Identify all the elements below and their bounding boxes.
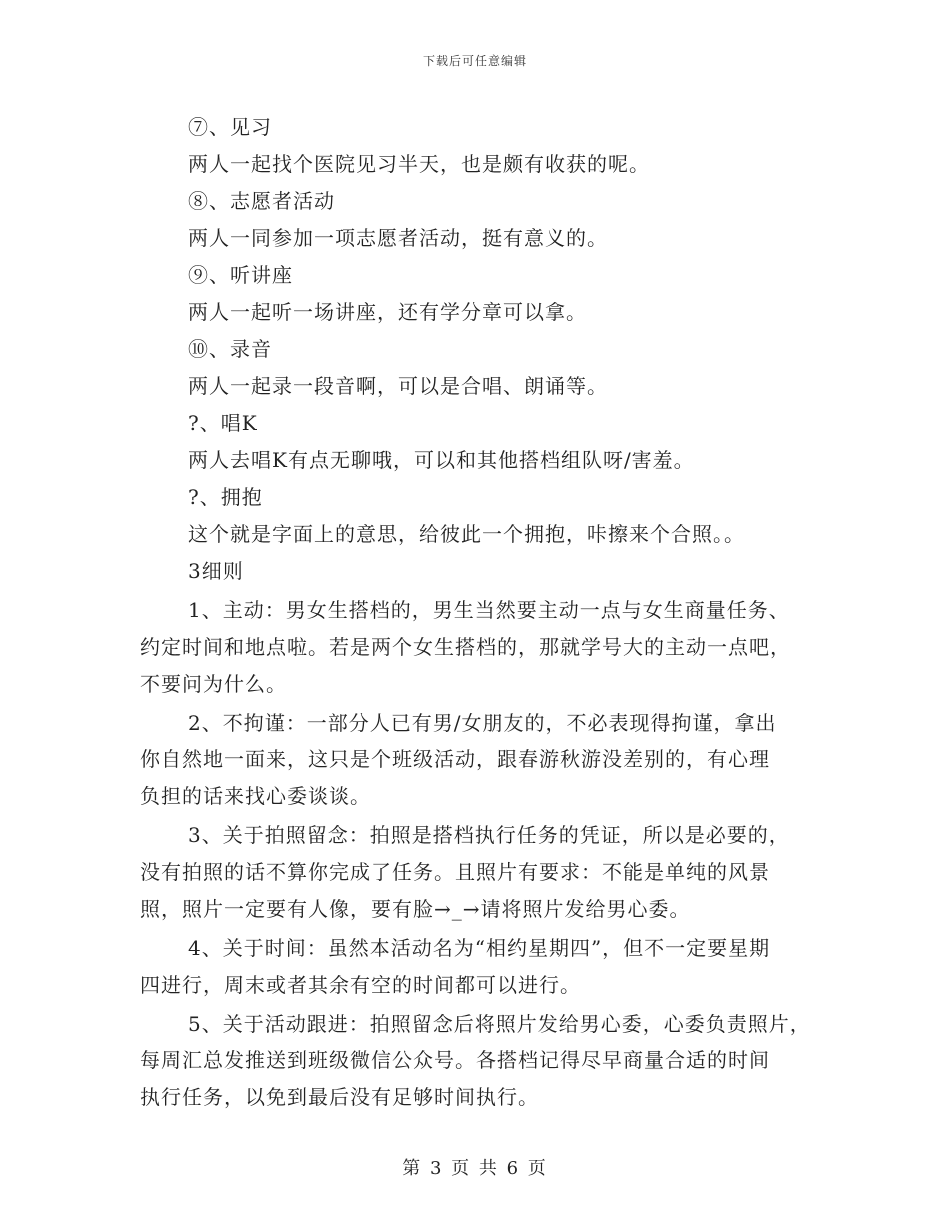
list-item-heading: ⑩、录音 xyxy=(188,337,272,361)
paragraph-line: 每周汇总发推送到班级微信公众号。各搭档记得尽早商量合适的时间 xyxy=(140,1048,770,1072)
paragraph-line: 执行任务，以免到最后没有足够时间执行。 xyxy=(140,1085,539,1109)
paragraph-line: 2、不拘谨：一部分人已有男/女朋友的，不必表现得拘谨，拿出 xyxy=(188,711,777,735)
paragraph-line: 两人一同参加一项志愿者活动，挺有意义的。 xyxy=(188,226,608,250)
paragraph-line: 两人去唱K有点无聊哦，可以和其他搭档组队呀/害羞。 xyxy=(188,448,695,472)
paragraph-line: 约定时间和地点啦。若是两个女生搭档的，那就学号大的主动一点吧， xyxy=(140,635,791,659)
list-item-heading: ?、拥抱 xyxy=(188,485,263,509)
paragraph-line: 两人一起录一段音啊，可以是合唱、朗诵等。 xyxy=(188,374,608,398)
paragraph-line: 不要问为什么。 xyxy=(140,672,287,696)
list-item-heading: ?、唱K xyxy=(188,411,258,435)
paragraph-line: 负担的话来找心委谈谈。 xyxy=(140,784,371,808)
list-item-heading: ⑦、见习 xyxy=(188,115,272,139)
list-item-heading: ⑨、听讲座 xyxy=(188,263,293,287)
paragraph-line: 5、关于活动跟进：拍照留念后将照片发给男心委，心委负责照片， xyxy=(188,1012,811,1036)
page-header-note: 下载后可任意编辑 xyxy=(422,54,527,68)
paragraph-line: 照，照片一定要有人像，要有脸→_→请将照片发给男心委。 xyxy=(140,897,691,921)
page-number: 第 3 页 共 6 页 xyxy=(402,1158,548,1179)
paragraph-line: 1、主动：男女生搭档的，男生当然要主动一点与女生商量任务、 xyxy=(188,598,790,622)
paragraph-line: 4、关于时间：虽然本活动名为“相约星期四”，但不一定要星期 xyxy=(188,936,771,960)
section-heading: 3细则 xyxy=(188,559,244,583)
paragraph-line: 3、关于拍照留念：拍照是搭档执行任务的凭证，所以是必要的， xyxy=(188,823,790,847)
paragraph-line: 两人一起找个医院见习半天，也是颇有收获的呢。 xyxy=(188,152,650,176)
paragraph-line: 两人一起听一场讲座，还有学分章可以拿。 xyxy=(188,300,587,324)
paragraph-line: 你自然地一面来，这只是个班级活动，跟春游秋游没差别的，有心理 xyxy=(140,747,770,771)
paragraph-line: 这个就是字面上的意思，给彼此一个拥抱，咔擦来个合照。。 xyxy=(188,522,745,546)
list-item-heading: ⑧、志愿者活动 xyxy=(188,189,335,213)
paragraph-line: 没有拍照的话不算你完成了任务。且照片有要求：不能是单纯的风景 xyxy=(140,860,770,884)
paragraph-line: 四进行，周末或者其余有空的时间都可以进行。 xyxy=(140,973,581,997)
